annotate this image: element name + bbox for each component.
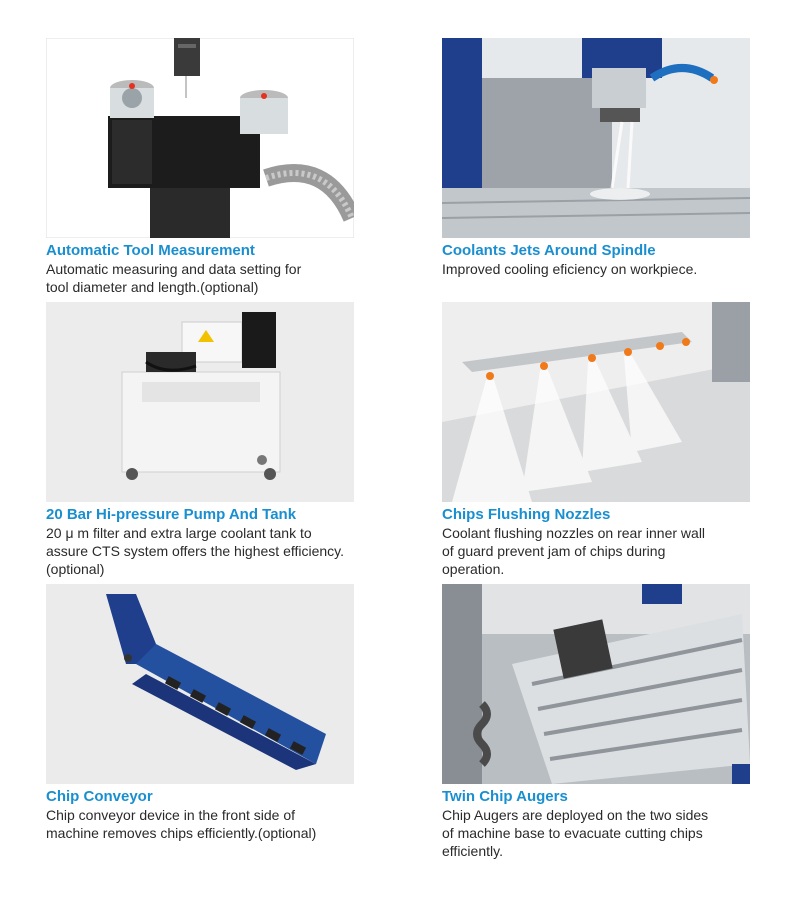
feature-description bbox=[442, 260, 750, 278]
flushing-nozzles-photo bbox=[442, 302, 750, 502]
description-line: Coolant flushing nozzles on rear inner wall bbox=[442, 525, 706, 541]
feature-description bbox=[46, 260, 354, 296]
feature-card-chip-conveyor bbox=[46, 584, 354, 842]
description-line: 20 μ m filter and extra large coolant tank to bbox=[46, 525, 312, 541]
description-line: tool diameter and length.(optional) bbox=[46, 279, 259, 295]
tool-measurement-photo bbox=[46, 38, 354, 238]
description-line: Improved cooling eficiency on workpiece. bbox=[442, 261, 698, 277]
description-line: Chip conveyor device in the front side of bbox=[46, 807, 296, 823]
chip-conveyor-photo bbox=[46, 584, 354, 784]
description-line: Chip Augers are deployed on the two sides bbox=[442, 807, 709, 823]
feature-card-twin-augers bbox=[442, 584, 750, 860]
feature-title: Chips Flushing Nozzles bbox=[442, 506, 611, 523]
feature-title: Chip Conveyor bbox=[46, 788, 153, 805]
feature-title: Automatic Tool Measurement bbox=[46, 242, 255, 259]
pump-tank-photo bbox=[46, 302, 354, 502]
feature-title: 20 Bar Hi-pressure Pump And Tank bbox=[46, 506, 297, 523]
feature-card-tool-measurement bbox=[46, 38, 354, 296]
feature-description bbox=[442, 524, 750, 578]
description-line: assure CTS system offers the highest efficiency. bbox=[46, 543, 345, 559]
feature-description bbox=[442, 806, 750, 860]
description-line: (optional) bbox=[46, 561, 105, 577]
description-line: of guard prevent jam of chips during bbox=[442, 543, 666, 559]
chip-augers-photo bbox=[442, 584, 750, 784]
feature-title: Coolants Jets Around Spindle bbox=[442, 242, 656, 259]
description-line: machine removes chips efficiently.(optional) bbox=[46, 825, 317, 841]
coolant-spindle-photo bbox=[442, 38, 750, 238]
feature-title: Twin Chip Augers bbox=[442, 788, 568, 805]
description-line: efficiently. bbox=[442, 843, 503, 859]
feature-card-coolant-jets bbox=[442, 38, 750, 278]
feature-description bbox=[46, 524, 354, 578]
feature-card-pump-tank bbox=[46, 302, 354, 578]
feature-card-flushing-nozzles bbox=[442, 302, 750, 578]
feature-description bbox=[46, 806, 354, 842]
description-line: operation. bbox=[442, 561, 505, 577]
description-line: Automatic measuring and data setting for bbox=[46, 261, 302, 277]
description-line: of machine base to evacuate cutting chips bbox=[442, 825, 703, 841]
